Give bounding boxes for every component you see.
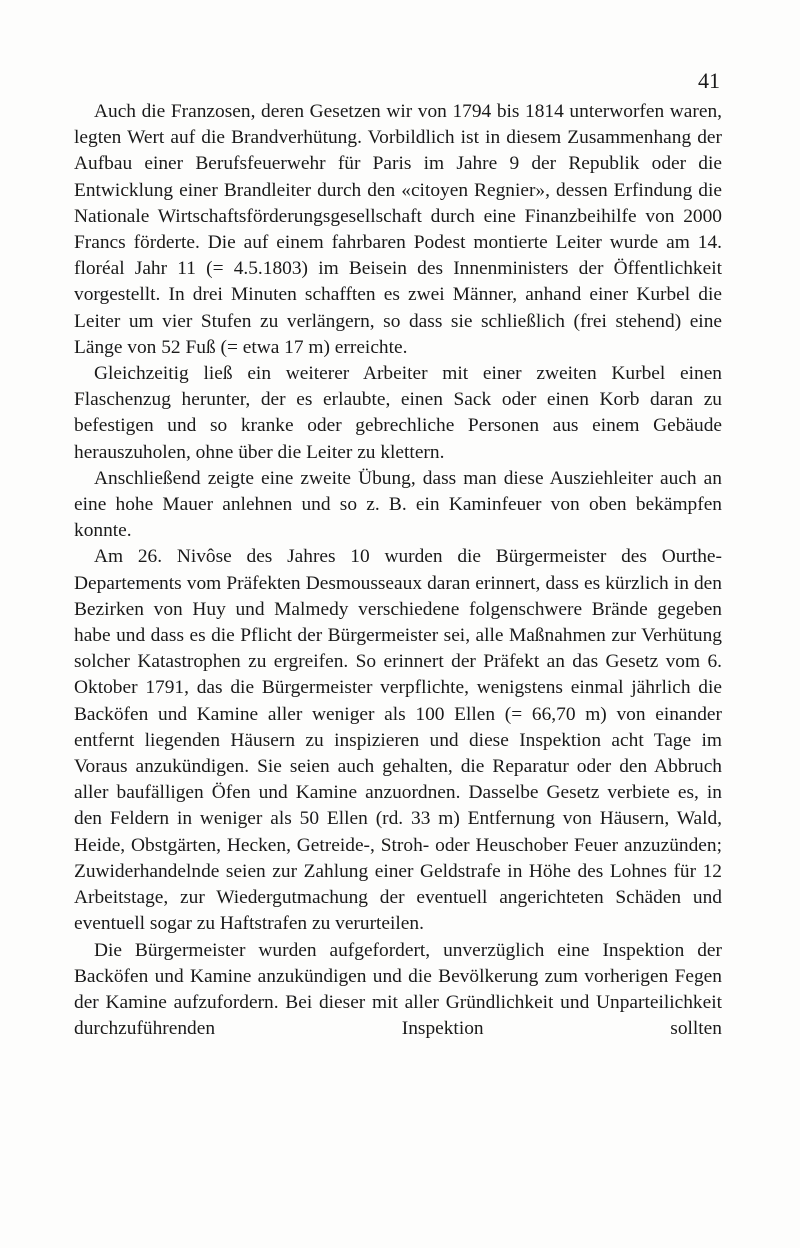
paragraph: Am 26. Nivôse des Jahres 10 wurden die Bürgermeister des Ourthe-Departements vom Präfekten Desmousseaux daran erinnert, dass es kürzlich in den Bezirken von Huy und Malmedy verschiedene folgenschwere Brände gegeben habe und dass es die Pflicht der Bürgermeister sei, alle Maßnahmen zur Verhütung solcher Katastrophen zu ergreifen. So erinnert der Präfekt an das Gesetz vom 6. Oktober 1791, das die Bürgermeister verpflichte, wenigstens einmal jährlich die Backöfen und Kamine aller weniger als 100 Ellen (= 66,70 m) von einander entfernt liegenden Häusern zu inspizieren und diese Inspektion acht Tage im Voraus anzukündigen. Sie seien auch gehalten, die Reparatur oder den Abbruch aller baufälligen Öfen und Kamine anzuordnen. Dasselbe Gesetz verbiete es, in den Feldern in weniger als 50 Ellen (rd. 33 m) Entfernung von Häusern, Wald, Heide, Obstgärten, Hecken, Getreide-, Stroh- oder Heuschober Feuer anzuzünden; Zuwiderhandelnde seien zur Zahlung einer Geldstrafe in Höhe des Lohnes für 12 Arbeitstage, zur Wiedergutmachung der eventuell angerichteten Schäden und eventuell sogar zu Haftstrafen zu verurteilen.	[74, 546, 722, 935]
paragraph: Gleichzeitig ließ ein weiterer Arbeiter mit einer zweiten Kurbel einen Flaschenzug herunter, der es erlaubte, einen Sack oder einen Korb daran zu befestigen und so kranke oder gebrechliche Personen aus einem Gebäude herauszuholen, ohne über die Leiter zu klettern.	[74, 363, 722, 463]
paragraph: Anschließend zeigte eine zweite Übung, dass man diese Ausziehleiter auch an eine hohe Mauer anlehnen und so z. B. ein Kaminfeuer von oben bekämpfen konnte.	[74, 467, 722, 542]
paragraph: Auch die Franzosen, deren Gesetzen wir von 1794 bis 1814 unterworfen waren, legten Wert auf die Brandverhütung. Vorbildlich ist in diesem Zusammenhang der Aufbau einer Berufsfeuerwehr für Paris im Jahre 9 der Republik oder die Entwicklung einer Brandleiter durch den «citoyen Regnier», dessen Erfindung die Nationale Wirtschaftsförderungsgesellschaft durch eine Finanzbeihilfe von 2000 Francs förderte. Die auf einem fahrbaren Podest montierte Leiter wurde am 14. floréal Jahr 11 (= 4.5.1803) im Beisein des Innenministers der Öffentlichkeit vorgestellt. In drei Minuten schafften es zwei Männer, anhand einer Kurbel die Leiter um vier Stufen zu verlängern, so dass sie schließlich (frei stehend) eine Länge von 52 Fuß (= etwa 17 m) erreichte.	[74, 101, 722, 358]
page-number: 41	[698, 68, 720, 93]
body-text	[74, 99, 722, 1042]
paragraph: Die Bürgermeister wurden aufgefordert, unverzüglich eine Inspektion der Backöfen und Kamine anzukündigen und die Bevölkerung zum vorherigen Fegen der Kamine aufzufordern. Bei dieser mit aller Gründlichkeit und Unparteilichkeit durchzuführenden Inspektion sollten	[74, 939, 722, 1040]
